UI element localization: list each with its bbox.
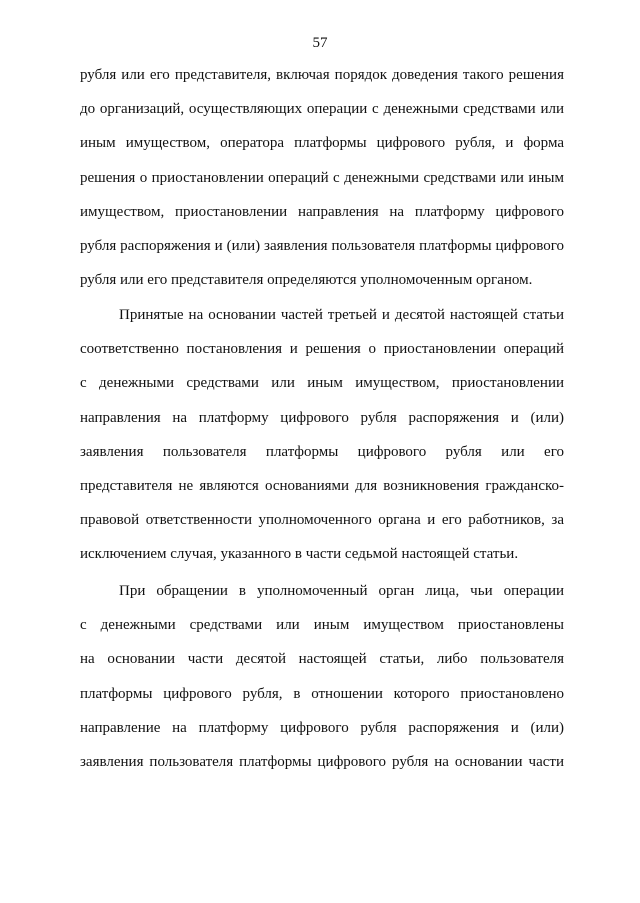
text-line: решения о приостановлении операций с денежными средствами или иным [80,169,564,186]
text-line: рубля или его представителя, включая порядок доведения такого решения [80,67,564,83]
text-line: платформы цифрового рубля, в отношении которого приостановлено [80,685,564,702]
text-line: правовой ответственности уполномоченного органа и его работников, за [80,512,564,529]
text-line: рубля распоряжения и (или) заявления пользователя платформы цифрового [80,237,564,254]
text-line: имуществом, приостановлении направления на платформу цифрового [80,203,564,220]
text-line: с денежными средствами или иным имуществом, приостановлении [80,375,564,392]
text-line: соответственно постановления и решения о приостановлении операций [80,341,564,358]
paragraph-1 [80,66,564,305]
paragraph-2 [80,306,564,580]
text-line: заявления пользователя платформы цифрового рубля на основании части [80,753,564,770]
text-line: При обращении в уполномоченный орган лица, чьи операции [119,583,564,599]
text-line: исключением случая, указанного в части седьмой настоящей статьи. [80,546,519,563]
text-line: рубля или его представителя определяются уполномоченным органом. [80,272,533,289]
paragraph-3 [80,582,564,787]
text-line: до организаций, осуществляющих операции с денежными средствами или [80,101,564,118]
text-line: представителя не являются основаниями для возникновения гражданско- [80,477,564,494]
text-line: Принятые на основании частей третьей и десятой настоящей статьи [119,307,564,323]
text-line: на основании части десятой настоящей статьи, либо пользователя [80,651,564,668]
text-line: с денежными средствами или иным имуществом приостановлены [80,617,564,634]
text-line: направления на платформу цифрового рубля распоряжения и (или) [80,409,564,426]
text-line: иным имуществом, оператора платформы цифрового рубля, и форма [80,135,564,152]
text-line: направление на платформу цифрового рубля распоряжения и (или) [80,719,564,736]
text-line: заявления пользователя платформы цифрового рубля или его [80,443,564,460]
page-number: 57 [312,35,328,51]
